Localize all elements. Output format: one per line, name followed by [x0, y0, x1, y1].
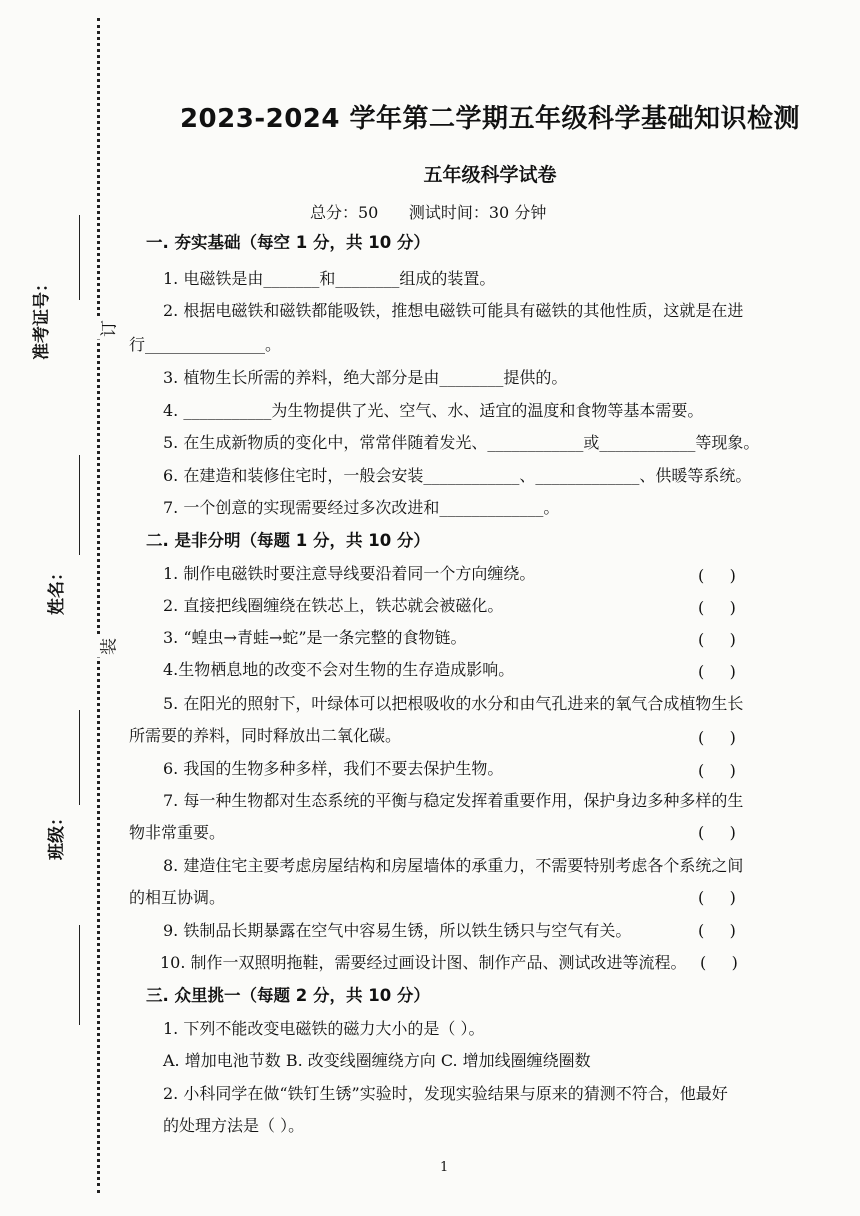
s2-answer-7[interactable]: ( ) [698, 823, 736, 842]
s1-question-7: 7. 一个创意的实现需要经过多次改进和_____________。 [163, 498, 560, 517]
seat-line [79, 925, 80, 1025]
s1-question-1: 1. 电磁铁是由_______和________组成的装置。 [163, 269, 496, 288]
s1-question-6: 6. 在建造和装修住宅时，一般会安装____________、_____________、供暖等系统。 [163, 466, 752, 485]
s2-answer-3[interactable]: ( ) [698, 630, 736, 649]
section-2-title: 二. 是非分明（每题 1 分，共 10 分） [146, 531, 430, 550]
section-1-title: 一. 夯实基础（每空 1 分，共 10 分） [146, 233, 430, 252]
s2-question-7: 7. 每一种生物都对生态系统的平衡与稳定发挥着重要作用，保护身边多种多样的生 [163, 791, 744, 810]
binding-char-ding: 订 [95, 318, 120, 340]
s2-question-9: 9. 铁制品长期暴露在空气中容易生锈，所以铁生锈只与空气有关。 [163, 921, 632, 940]
s2-answer-5[interactable]: ( ) [698, 728, 736, 747]
exam-title: 2023-2024 学年第二学期五年级科学基础知识检测 [179, 104, 801, 134]
name-label: 姓名： [47, 564, 67, 615]
class-label: 班级： [47, 809, 67, 860]
s2-question-7-cont: 物非常重要。 [129, 823, 226, 842]
page-number: 1 [440, 1160, 449, 1175]
s2-question-6: 6. 我国的生物多种多样，我们不要去保护生物。 [163, 759, 504, 778]
name-line [79, 455, 80, 555]
s2-answer-9[interactable]: ( ) [698, 921, 736, 940]
s2-answer-10[interactable]: ( ) [700, 953, 738, 972]
s2-answer-4[interactable]: ( ) [698, 662, 736, 681]
s1-question-3: 3. 植物生长所需的养料，绝大部分是由________提供的。 [163, 368, 568, 387]
s2-question-8-cont: 的相互协调。 [129, 888, 226, 907]
s2-question-3: 3. “蝗虫→青蛙→蛇”是一条完整的食物链。 [163, 628, 467, 647]
s2-question-2: 2. 直接把线圈缠绕在铁芯上，铁芯就会被磁化。 [163, 596, 504, 615]
binding-char-zhuang: 装 [95, 636, 120, 658]
s1-question-2: 2. 根据电磁铁和磁铁都能吸铁，推想电磁铁可能具有磁铁的其他性质，这就是在进 [163, 301, 744, 320]
s2-question-1: 1. 制作电磁铁时要注意导线要沿着同一个方向缠绕。 [163, 564, 536, 583]
s3-question-2: 2. 小科同学在做“铁钉生锈”实验时，发现实验结果与原来的猜测不符合，他最好 [163, 1084, 728, 1103]
s2-question-10: 10. 制作一双照明拖鞋，需要经过画设计图、制作产品、测试改进等流程。 [160, 953, 687, 972]
class-line [79, 710, 80, 805]
s3-question-1-options: A. 增加电池节数 B. 改变线圈缠绕方向 C. 增加线圈缠绕圈数 [163, 1051, 591, 1070]
exam-number-line [79, 215, 80, 300]
s2-question-5-cont: 所需要的养料，同时释放出二氧化碳。 [129, 726, 402, 745]
s3-question-2-cont: 的处理方法是（ ）。 [163, 1116, 305, 1135]
s2-answer-6[interactable]: ( ) [698, 761, 736, 780]
s2-question-8: 8. 建造住宅主要考虑房屋结构和房屋墙体的承重力，不需要特别考虑各个系统之间 [163, 856, 744, 875]
s1-question-2-cont: 行_______________。 [129, 335, 282, 354]
exam-subtitle: 五年级科学试卷 [423, 164, 557, 186]
exam-number-label: 准考证号： [32, 275, 52, 360]
s2-answer-2[interactable]: ( ) [698, 598, 736, 617]
s3-question-1: 1. 下列不能改变电磁铁的磁力大小的是（ ）。 [163, 1019, 485, 1038]
s2-answer-1[interactable]: ( ) [698, 566, 736, 585]
s2-answer-8[interactable]: ( ) [698, 888, 736, 907]
s1-question-5: 5. 在生成新物质的变化中，常常伴随着发光、____________或____________等现象。 [163, 433, 760, 452]
section-3-title: 三. 众里挑一（每题 2 分，共 10 分） [146, 986, 430, 1005]
s1-question-4: 4. ___________为生物提供了光、空气、水、适宜的温度和食物等基本需要。 [163, 401, 704, 420]
s2-question-5: 5. 在阳光的照射下，叶绿体可以把根吸收的水分和由气孔进来的氧气合成植物生长 [163, 694, 744, 713]
s2-question-4: 4.生物栖息地的改变不会对生物的生存造成影响。 [163, 660, 515, 679]
exam-meta: 总分：50 测试时间：30 分钟 [310, 203, 547, 222]
